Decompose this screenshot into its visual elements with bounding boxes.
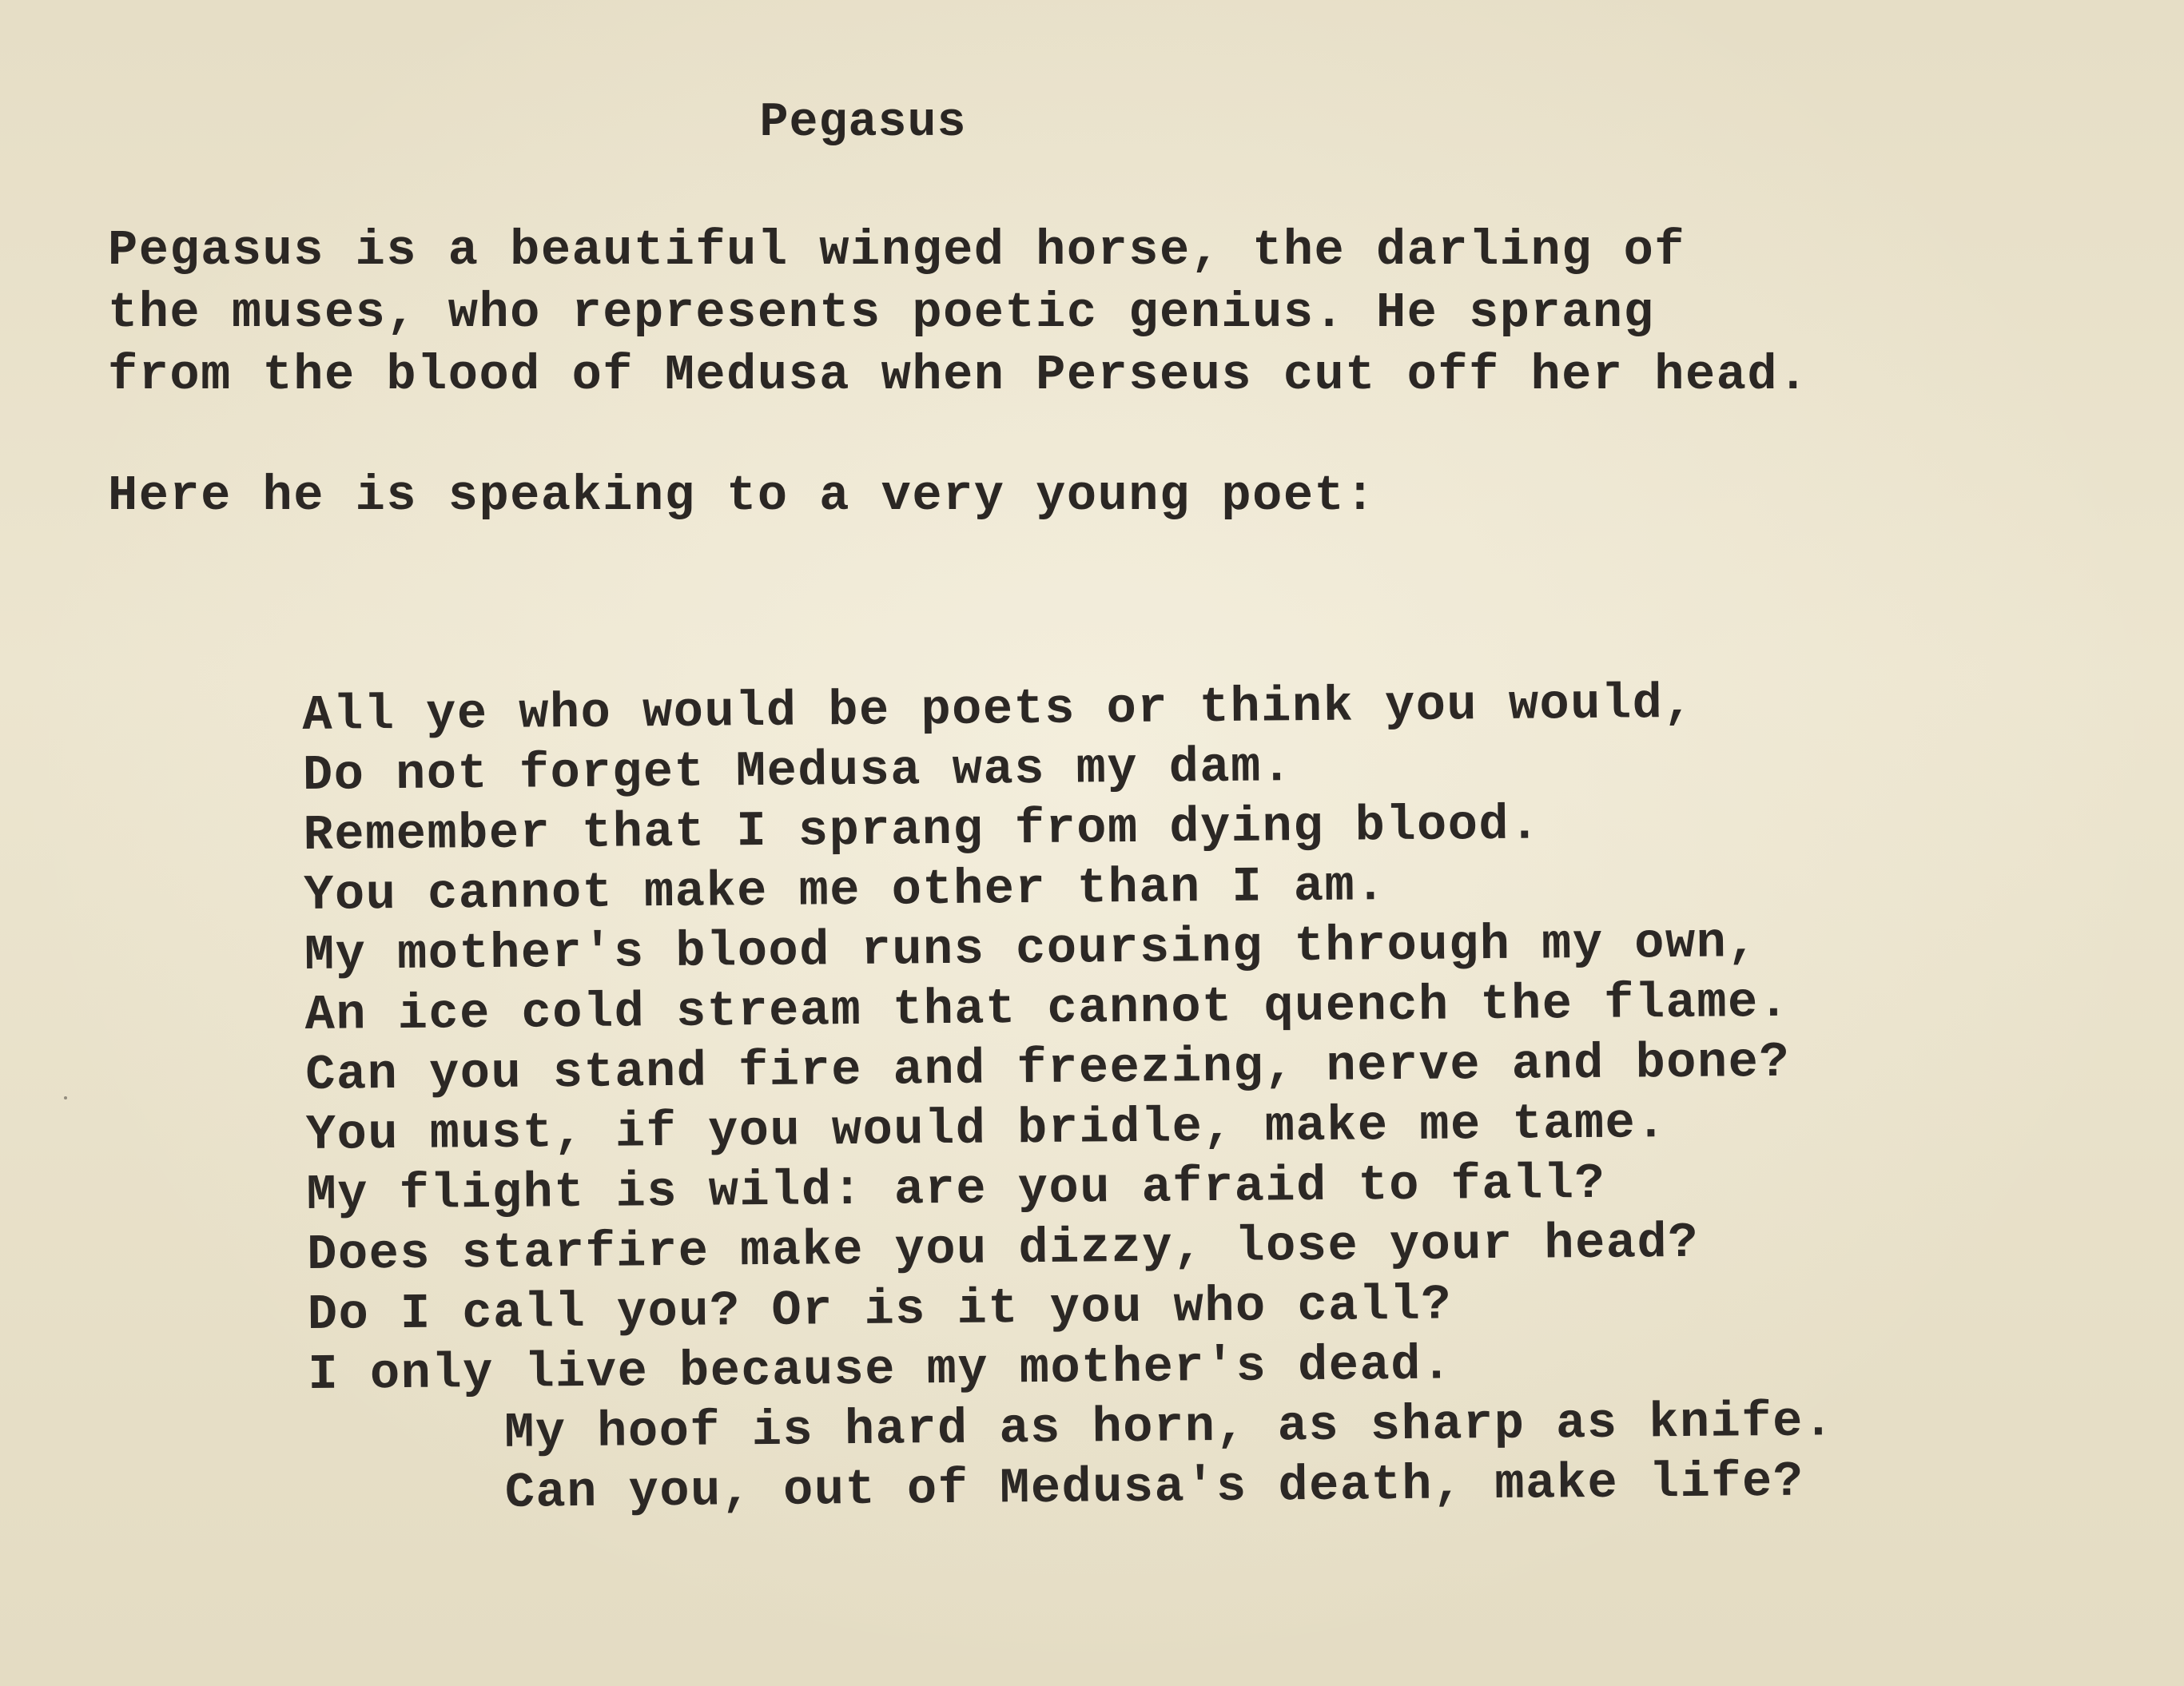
poem-line: My flight is wild: are you afraid to fall? <box>306 1155 1606 1223</box>
description-line: Pegasus is a beautiful winged horse, the darling of <box>108 222 1686 279</box>
poem-line: You must, if you would bridle, make me tame. <box>305 1095 1668 1163</box>
poem-line: My mother's blood runs coursing through my own, <box>304 914 1759 984</box>
poem-line: Does starfire make you dizzy, lose your head? <box>306 1214 1700 1283</box>
poem <box>302 672 1835 1525</box>
intro-line: Here he is speaking to a very young poet: <box>108 467 1376 524</box>
poem-line: You cannot make me other than I am. <box>303 857 1387 924</box>
paper-speck <box>64 1096 67 1099</box>
poem-line: I only live because my mother's dead. <box>308 1336 1453 1403</box>
couplet-line: My hoof is hard as horn, as sharp as knife. <box>503 1393 1835 1461</box>
poem-line: An ice cold stream that cannot quench the flame. <box>304 973 1790 1044</box>
couplet-line: Can you, out of Medusa's death, make life? <box>504 1453 1804 1521</box>
poem-line: Do I call you? Or is it you who call? <box>307 1276 1453 1343</box>
poem-line: Can you stand fire and freezing, nerve and bone? <box>304 1033 1791 1103</box>
poem-line: Do not forget Medusa was my dam. <box>302 738 1293 804</box>
description-line: from the blood of Medusa when Perseus cut off her head. <box>108 347 1809 404</box>
poem-line: Remember that I sprang from dying blood. <box>303 796 1542 864</box>
page-title: Pegasus <box>759 96 967 150</box>
description-line: the muses, who represents poetic genius. He sprang <box>108 284 1655 341</box>
poem-line: All ye who would be poets or think you would, <box>302 674 1695 744</box>
description-paragraph <box>108 220 2154 407</box>
